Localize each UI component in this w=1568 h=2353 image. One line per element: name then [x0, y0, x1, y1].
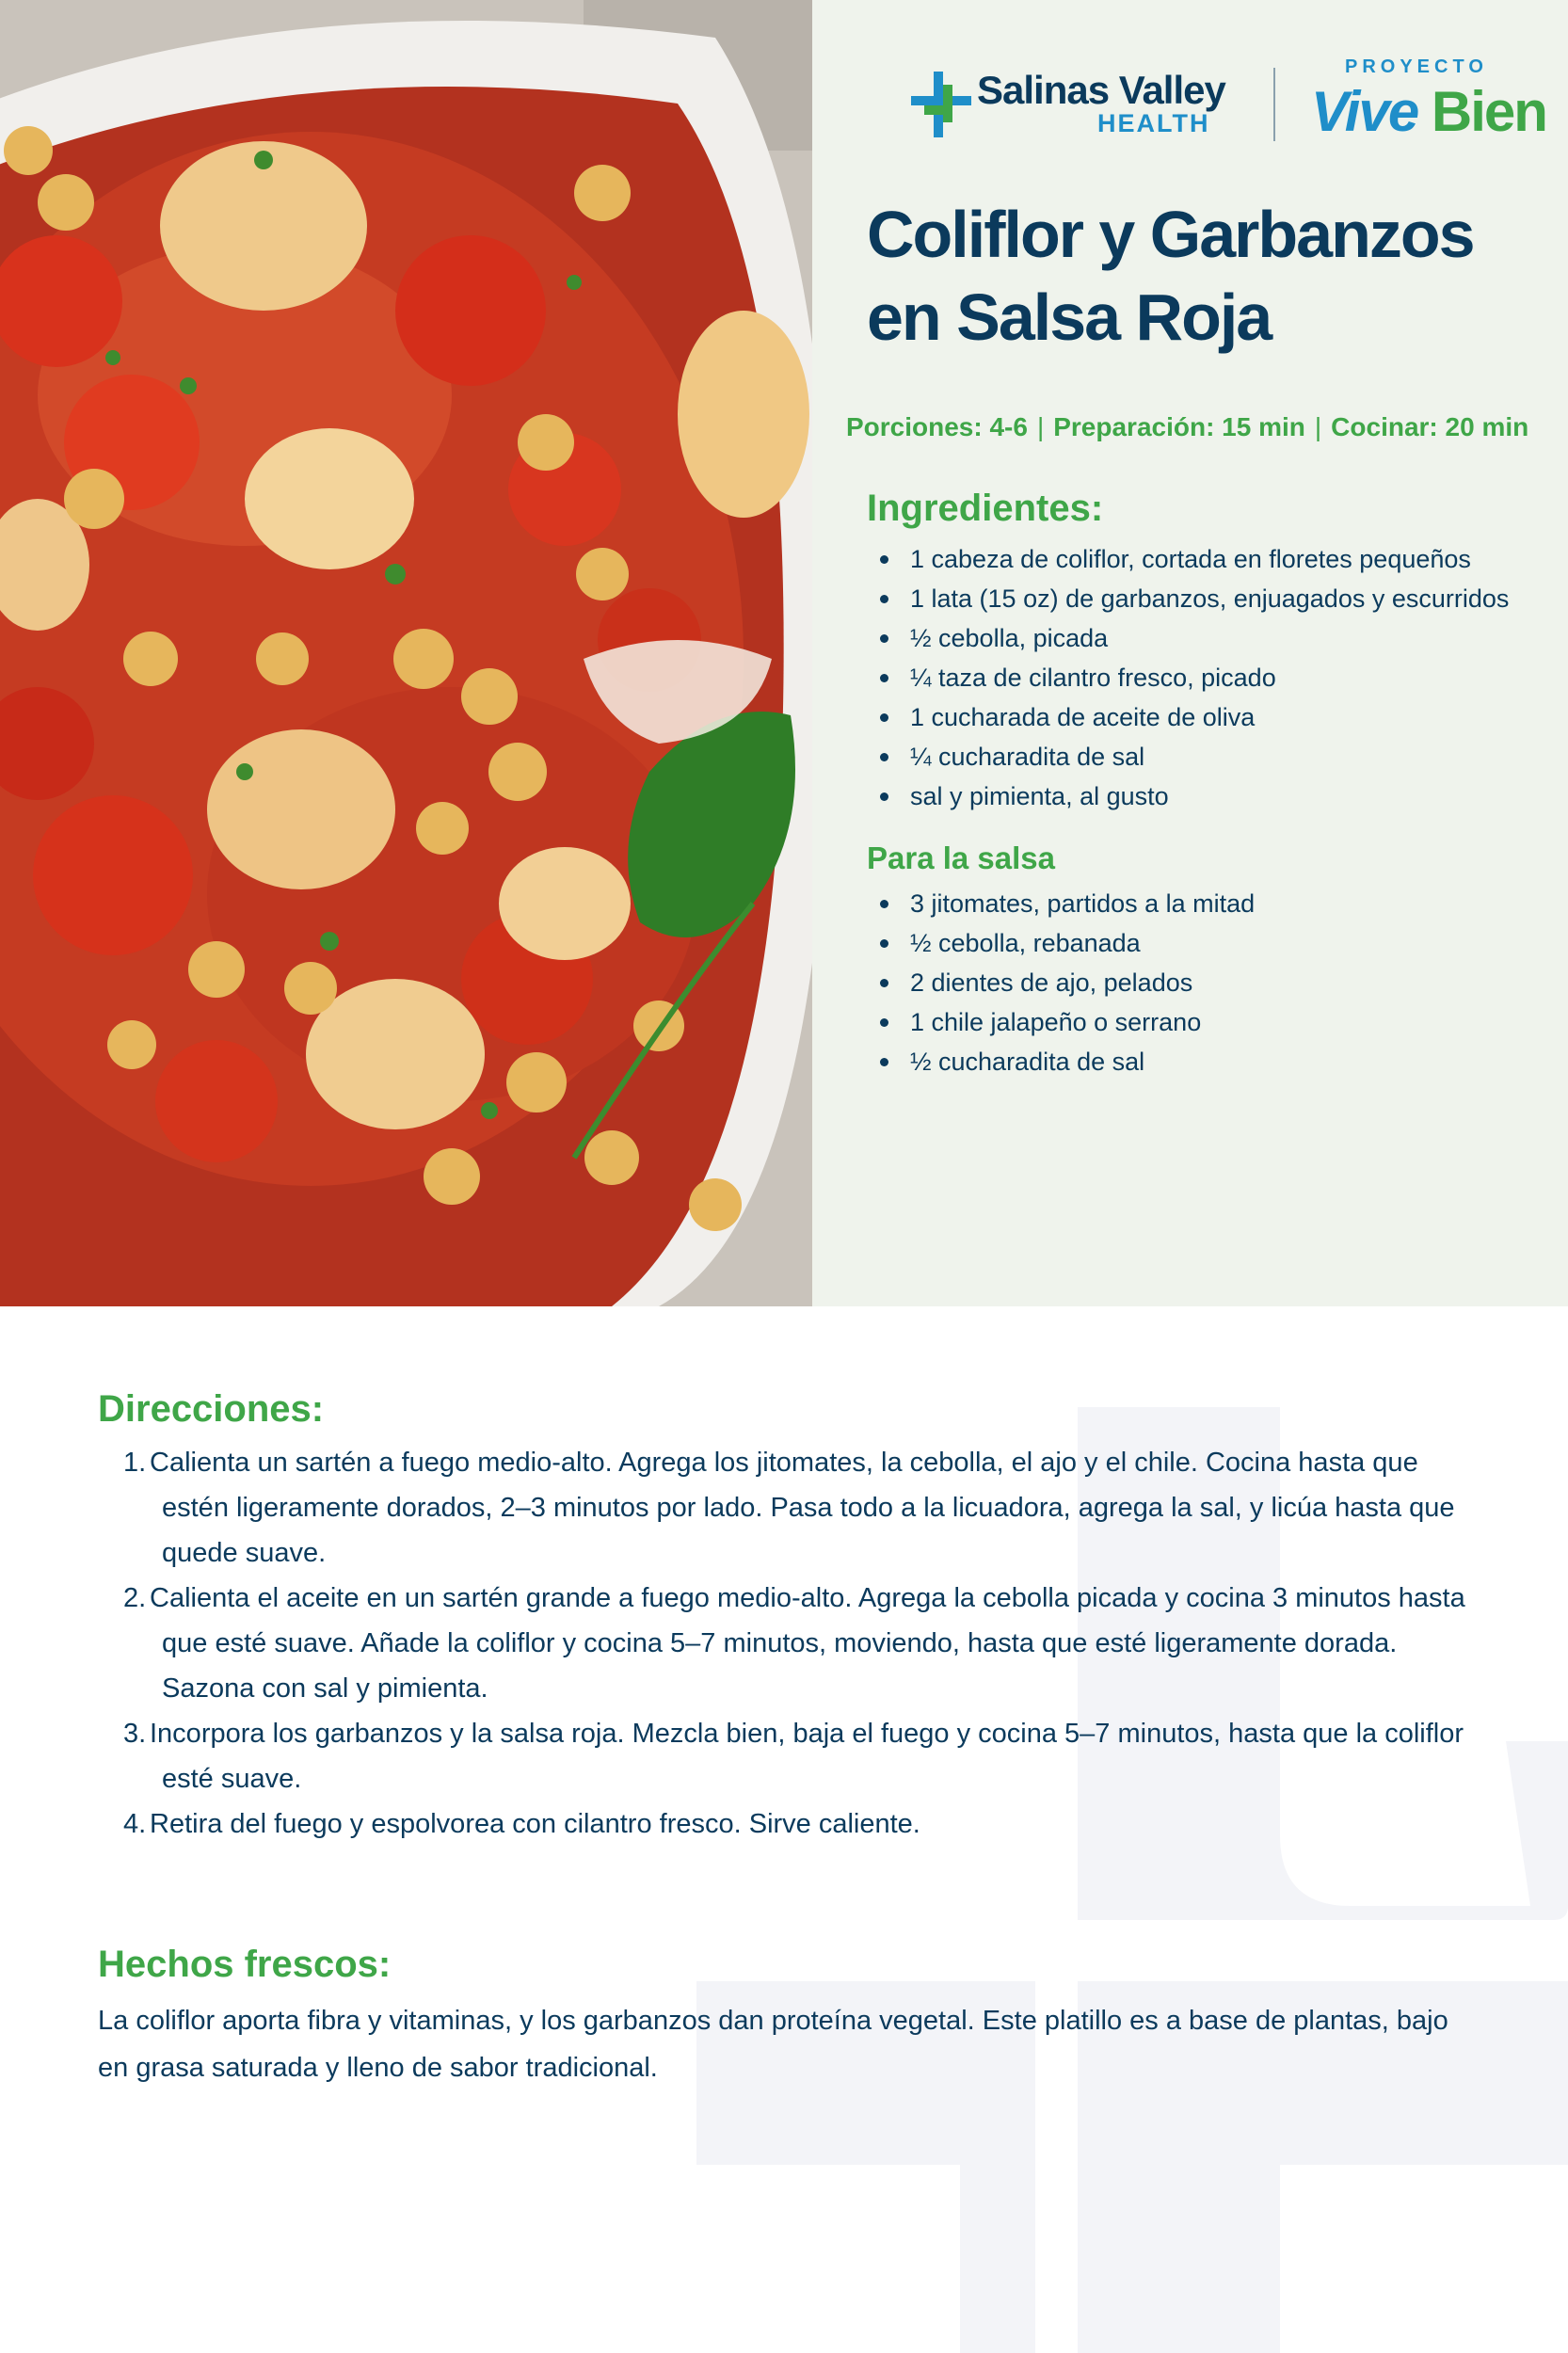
step-text: Incorpora los garbanzos y la salsa roja. Mezcla bien, baja el fuego y cocina 5–7 minutos, hasta que la coliflor esté suave. — [150, 1719, 1464, 1794]
list-item: ½ cebolla, picada — [910, 618, 1509, 658]
meta-separator: | — [1036, 412, 1045, 441]
servings: Porciones: 4-6 — [846, 412, 1028, 441]
step-number: 2. — [123, 1583, 147, 1613]
facts-text: La coliflor aporta fibra y vitaminas, y los garbanzos dan proteína vegetal. Este platillo es a base de plantas, bajo en grasa saturada y lleno de sabor tradicional. — [98, 2006, 1448, 2083]
recipe-info-panel — [812, 0, 1568, 1306]
program-top: PROYECTO — [1345, 56, 1488, 77]
recipe-title: Coliflor y Garbanzos en Salsa Roja — [867, 198, 1474, 354]
list-item: ¼ cucharadita de sal — [910, 737, 1509, 776]
vive-bien-logo — [1311, 56, 1546, 152]
step-text: Calienta el aceite en un sartén grande a fuego medio-alto. Agrega la cebolla picada y cocina 3 minutos hasta que esté suave. Añade la coliflor y cocina 5–7 minutos, moviendo, hasta que esté ligeramente dorada. Sazona con sal y pimienta. — [150, 1583, 1465, 1704]
list-item: 2 dientes de ajo, pelados — [910, 963, 1255, 1002]
list-item: ½ cebolla, rebanada — [910, 923, 1255, 963]
ingredients-list — [867, 539, 1509, 816]
list-item: 3 jitomates, partidos a la mitad — [910, 884, 1255, 923]
list-item: ½ cucharadita de sal — [910, 1042, 1255, 1081]
dish-photo — [0, 0, 812, 1306]
logo-row — [911, 58, 1551, 152]
recipe-meta — [846, 412, 1561, 442]
salsa-list — [867, 884, 1255, 1081]
health-cross-icon — [911, 72, 971, 137]
direction-step — [98, 1711, 1491, 1801]
hospital-name: Salinas Valley — [977, 68, 1225, 112]
list-item: 1 cabeza de coliflor, cortada en floretes pequeños — [910, 539, 1509, 579]
salinas-valley-health-logo — [911, 68, 1240, 143]
direction-step — [98, 1440, 1491, 1576]
salsa-heading: Para la salsa — [867, 840, 1055, 875]
list-item: 1 chile jalapeño o serrano — [910, 1002, 1255, 1042]
program-word-2: Bien — [1431, 80, 1546, 143]
program-name — [1311, 79, 1546, 144]
logo-divider — [1273, 68, 1275, 141]
direction-step — [98, 1801, 1491, 1847]
directions-list — [98, 1440, 1491, 1847]
list-item: 1 lata (15 oz) de garbanzos, enjuagados y escurridos — [910, 579, 1509, 618]
step-number: 4. — [123, 1809, 147, 1839]
directions-heading: Direcciones: — [98, 1388, 325, 1430]
step-number: 3. — [123, 1719, 147, 1749]
step-text: Calienta un sartén a fuego medio-alto. Agrega los jitomates, la cebolla, el ajo y el chile. Cocina hasta que estén ligeramente dorados, 2–3 minutos por lado. Pasa todo a la licuadora, agrega la sal, y licúa hasta que quede suave. — [150, 1448, 1455, 1568]
list-item: ¼ taza de cilantro fresco, picado — [910, 658, 1509, 697]
facts-heading: Hechos frescos: — [98, 1944, 392, 1985]
ingredients-heading: Ingredientes: — [867, 488, 1104, 529]
step-number: 1. — [123, 1448, 147, 1478]
prep-time: Preparación: 15 min — [1053, 412, 1305, 441]
hospital-sub: HEALTH — [1097, 109, 1210, 137]
list-item: 1 cucharada de aceite de oliva — [910, 697, 1509, 737]
list-item: sal y pimienta, al gusto — [910, 776, 1509, 816]
meta-separator: | — [1314, 412, 1322, 441]
step-text: Retira del fuego y espolvorea con cilantro fresco. Sirve caliente. — [150, 1809, 920, 1839]
cook-time: Cocinar: 20 min — [1331, 412, 1529, 441]
direction-step — [98, 1576, 1491, 1711]
program-word-1: Vive — [1311, 80, 1418, 143]
